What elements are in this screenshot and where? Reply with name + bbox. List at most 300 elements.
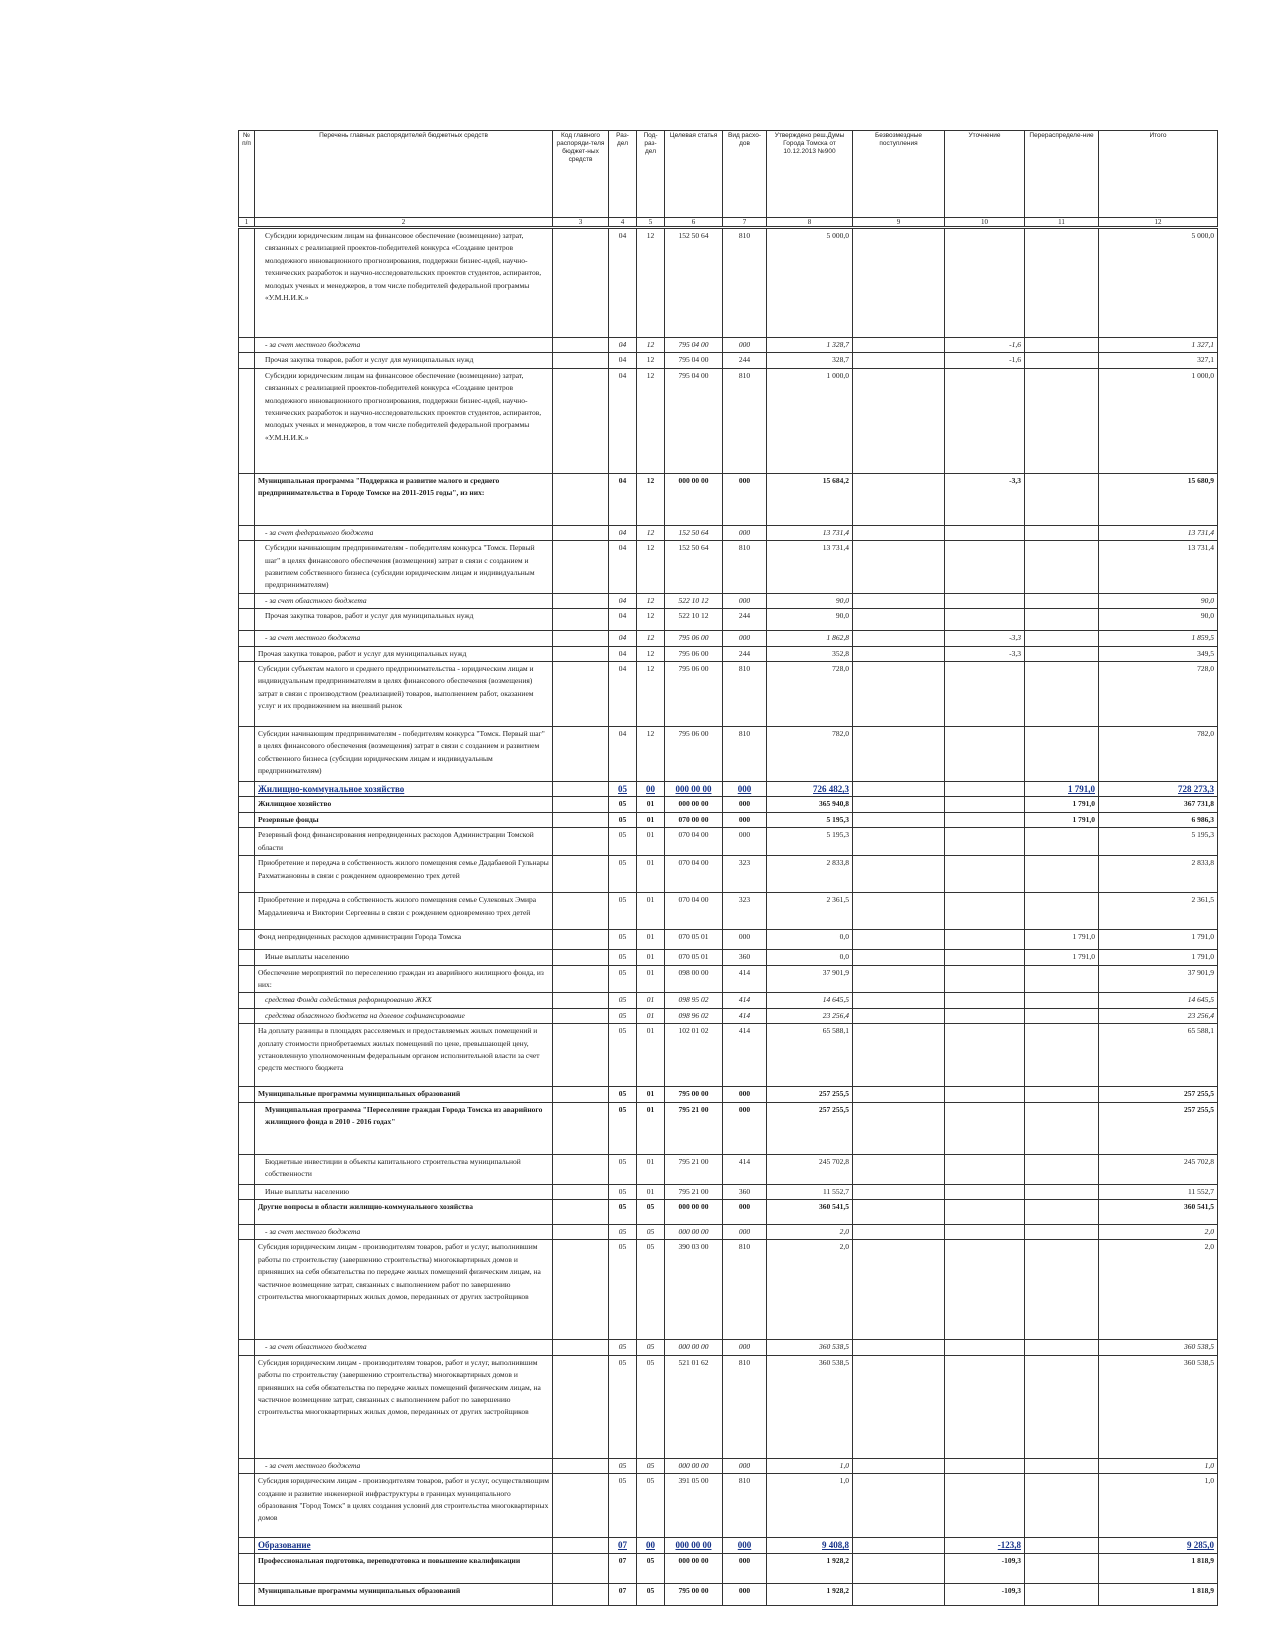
cell-clarification	[945, 1224, 1025, 1239]
cell-num	[239, 1008, 255, 1023]
cell-redistribution	[1025, 993, 1099, 1008]
header-num: № п/п	[239, 131, 255, 218]
cell-podrazdel: 12	[637, 353, 665, 368]
cell-total: 90,0	[1099, 609, 1218, 631]
cell-target: 795 06 00	[665, 727, 723, 782]
cell-expense-type: 000	[723, 930, 767, 950]
cell-name: - за счет местного бюджета	[255, 338, 553, 353]
cell-free-receipts	[853, 893, 945, 930]
cell-razdel: 05	[609, 782, 637, 797]
cell-clarification	[945, 1240, 1025, 1340]
cell-num	[239, 1184, 255, 1199]
cell-name: - за счет местного бюджета	[255, 631, 553, 646]
cell-podrazdel: 00	[637, 1538, 665, 1553]
cell-code	[553, 662, 609, 727]
cell-approved: 15 684,2	[767, 473, 853, 525]
table-row	[239, 930, 1218, 950]
cell-name: средства областного бюджета на долевое софинансирование	[255, 1008, 553, 1023]
cell-code	[553, 812, 609, 827]
cell-free-receipts	[853, 338, 945, 353]
cell-num	[239, 1538, 255, 1553]
cell-expense-type: 000	[723, 1583, 767, 1605]
cell-name: Приобретение и передача в собственность жилого помещения семье Дадабаевой Гульнары Рахматжановны в связи с рождением одновременно трех детей	[255, 856, 553, 893]
cell-clarification	[945, 609, 1025, 631]
cell-num	[239, 1340, 255, 1355]
cell-num	[239, 353, 255, 368]
cell-name: Жилищно-коммунальное хозяйство	[255, 782, 553, 797]
cell-approved: 360 541,5	[767, 1199, 853, 1224]
cell-approved: 728,0	[767, 662, 853, 727]
cell-clarification	[945, 1458, 1025, 1473]
cell-name: Муниципальная программа "Поддержка и развитие малого и среднего предпринимательства в Городе Томске на 2011-2015 годы", из них:	[255, 473, 553, 525]
cell-code	[553, 368, 609, 473]
table-row	[239, 1340, 1218, 1355]
cell-redistribution	[1025, 593, 1099, 608]
table-row	[239, 828, 1218, 856]
column-number: 5	[637, 218, 665, 228]
cell-podrazdel: 12	[637, 727, 665, 782]
cell-target: 152 50 64	[665, 525, 723, 540]
cell-redistribution: 1 791,0	[1025, 782, 1099, 797]
cell-expense-type: 360	[723, 1184, 767, 1199]
cell-clarification: -3,3	[945, 646, 1025, 661]
header-approved: Утверждено реш.Думы Города Томска от 10.12.2013 №900	[767, 131, 853, 218]
cell-redistribution	[1025, 1087, 1099, 1102]
cell-redistribution	[1025, 828, 1099, 856]
cell-total: 14 645,5	[1099, 993, 1218, 1008]
cell-code	[553, 1474, 609, 1538]
column-numbers-row	[239, 218, 1218, 228]
table-row	[239, 1024, 1218, 1087]
table-row	[239, 993, 1218, 1008]
cell-clarification	[945, 797, 1025, 812]
cell-code	[553, 965, 609, 993]
cell-total: 1 327,1	[1099, 338, 1218, 353]
cell-podrazdel: 12	[637, 368, 665, 473]
cell-free-receipts	[853, 1474, 945, 1538]
cell-clarification	[945, 782, 1025, 797]
cell-podrazdel: 01	[637, 797, 665, 812]
cell-razdel: 04	[609, 541, 637, 594]
cell-razdel: 04	[609, 662, 637, 727]
cell-podrazdel: 01	[637, 965, 665, 993]
cell-free-receipts	[853, 828, 945, 856]
cell-expense-type: 000	[723, 338, 767, 353]
cell-clarification	[945, 1474, 1025, 1538]
cell-approved: 5 195,3	[767, 828, 853, 856]
cell-razdel: 05	[609, 1102, 637, 1154]
cell-name: Другие вопросы в области жилищно-коммунального хозяйства	[255, 1199, 553, 1224]
cell-razdel: 04	[609, 353, 637, 368]
cell-clarification: -1,6	[945, 353, 1025, 368]
cell-num	[239, 930, 255, 950]
cell-approved: 14 645,5	[767, 993, 853, 1008]
cell-total: 13 731,4	[1099, 525, 1218, 540]
cell-target: 102 01 02	[665, 1024, 723, 1087]
cell-free-receipts	[853, 1355, 945, 1458]
cell-total: 15 680,9	[1099, 473, 1218, 525]
cell-redistribution	[1025, 1154, 1099, 1184]
cell-razdel: 05	[609, 1474, 637, 1538]
cell-target: 070 05 01	[665, 950, 723, 965]
table-row	[239, 727, 1218, 782]
cell-podrazdel: 12	[637, 609, 665, 631]
cell-clarification	[945, 525, 1025, 540]
table-row	[239, 1538, 1218, 1553]
cell-name: Фонд непредвиденных расходов администрации Города Томска	[255, 930, 553, 950]
cell-num	[239, 1553, 255, 1583]
cell-free-receipts	[853, 1240, 945, 1340]
cell-clarification	[945, 856, 1025, 893]
cell-redistribution	[1025, 1474, 1099, 1538]
cell-free-receipts	[853, 727, 945, 782]
header-target: Целевая статья	[665, 131, 723, 218]
cell-total: 327,1	[1099, 353, 1218, 368]
cell-redistribution	[1025, 338, 1099, 353]
cell-podrazdel: 01	[637, 856, 665, 893]
cell-podrazdel: 01	[637, 950, 665, 965]
cell-clarification: -123,8	[945, 1538, 1025, 1553]
cell-podrazdel: 12	[637, 338, 665, 353]
cell-target: 521 01 62	[665, 1355, 723, 1458]
cell-total: 13 731,4	[1099, 541, 1218, 594]
cell-total: 782,0	[1099, 727, 1218, 782]
cell-redistribution	[1025, 1008, 1099, 1023]
cell-expense-type: 414	[723, 1024, 767, 1087]
cell-clarification	[945, 1008, 1025, 1023]
column-number: 6	[665, 218, 723, 228]
cell-free-receipts	[853, 473, 945, 525]
cell-podrazdel: 12	[637, 646, 665, 661]
cell-razdel: 05	[609, 797, 637, 812]
table-row	[239, 797, 1218, 812]
cell-total: 1,0	[1099, 1474, 1218, 1538]
cell-approved: 1 328,7	[767, 338, 853, 353]
cell-free-receipts	[853, 950, 945, 965]
cell-redistribution	[1025, 473, 1099, 525]
cell-razdel: 05	[609, 1154, 637, 1184]
cell-razdel: 05	[609, 993, 637, 1008]
cell-free-receipts	[853, 993, 945, 1008]
cell-podrazdel: 01	[637, 993, 665, 1008]
cell-podrazdel: 12	[637, 631, 665, 646]
cell-podrazdel: 01	[637, 1087, 665, 1102]
cell-redistribution	[1025, 856, 1099, 893]
cell-podrazdel: 00	[637, 782, 665, 797]
cell-expense-type: 000	[723, 1087, 767, 1102]
cell-expense-type: 360	[723, 950, 767, 965]
cell-code	[553, 856, 609, 893]
cell-num	[239, 727, 255, 782]
header-total: Итого	[1099, 131, 1218, 218]
cell-podrazdel: 01	[637, 812, 665, 827]
cell-target: 070 04 00	[665, 856, 723, 893]
cell-num	[239, 525, 255, 540]
cell-free-receipts	[853, 1154, 945, 1184]
cell-redistribution	[1025, 1224, 1099, 1239]
cell-podrazdel: 05	[637, 1355, 665, 1458]
cell-razdel: 04	[609, 473, 637, 525]
cell-approved: 245 702,8	[767, 1154, 853, 1184]
cell-razdel: 05	[609, 965, 637, 993]
cell-num	[239, 782, 255, 797]
cell-code	[553, 1199, 609, 1224]
header-razdel: Раз-дел	[609, 131, 637, 218]
table-row	[239, 353, 1218, 368]
cell-total: 360 541,5	[1099, 1199, 1218, 1224]
cell-num	[239, 1240, 255, 1340]
cell-approved: 2 833,8	[767, 856, 853, 893]
cell-target: 795 06 00	[665, 646, 723, 661]
cell-podrazdel: 12	[637, 525, 665, 540]
cell-free-receipts	[853, 812, 945, 827]
cell-total: 728,0	[1099, 662, 1218, 727]
cell-code	[553, 1458, 609, 1473]
column-number: 3	[553, 218, 609, 228]
cell-num	[239, 797, 255, 812]
cell-code	[553, 338, 609, 353]
cell-code	[553, 727, 609, 782]
header-clarification: Уточнение	[945, 131, 1025, 218]
cell-code	[553, 930, 609, 950]
cell-razdel: 05	[609, 1240, 637, 1340]
table-row	[239, 609, 1218, 631]
cell-expense-type: 000	[723, 797, 767, 812]
cell-target: 795 21 00	[665, 1102, 723, 1154]
cell-total: 2,0	[1099, 1224, 1218, 1239]
cell-target: 070 05 01	[665, 930, 723, 950]
table-row	[239, 1199, 1218, 1224]
cell-clarification: -1,6	[945, 338, 1025, 353]
cell-expense-type: 414	[723, 965, 767, 993]
table-row	[239, 856, 1218, 893]
cell-approved: 65 588,1	[767, 1024, 853, 1087]
cell-total: 257 255,5	[1099, 1087, 1218, 1102]
cell-total: 1 791,0	[1099, 950, 1218, 965]
table-row	[239, 1087, 1218, 1102]
cell-podrazdel: 12	[637, 473, 665, 525]
cell-approved: 365 940,8	[767, 797, 853, 812]
cell-clarification	[945, 950, 1025, 965]
cell-code	[553, 353, 609, 368]
cell-target: 795 00 00	[665, 1583, 723, 1605]
cell-target: 000 00 00	[665, 1340, 723, 1355]
cell-redistribution	[1025, 965, 1099, 993]
cell-code	[553, 1583, 609, 1605]
table-row	[239, 1458, 1218, 1473]
cell-podrazdel: 01	[637, 930, 665, 950]
cell-num	[239, 812, 255, 827]
cell-target: 098 96 02	[665, 1008, 723, 1023]
cell-redistribution	[1025, 1538, 1099, 1553]
cell-total: 1 859,5	[1099, 631, 1218, 646]
column-number: 2	[255, 218, 553, 228]
cell-free-receipts	[853, 930, 945, 950]
cell-razdel: 07	[609, 1583, 637, 1605]
cell-target: 000 00 00	[665, 473, 723, 525]
cell-code	[553, 1102, 609, 1154]
cell-razdel: 05	[609, 1199, 637, 1224]
cell-expense-type: 323	[723, 893, 767, 930]
cell-redistribution	[1025, 1583, 1099, 1605]
cell-redistribution	[1025, 541, 1099, 594]
cell-name: Прочая закупка товаров, работ и услуг для муниципальных нужд	[255, 646, 553, 661]
cell-podrazdel: 12	[637, 541, 665, 594]
table-row	[239, 782, 1218, 797]
cell-free-receipts	[853, 1008, 945, 1023]
table-row	[239, 368, 1218, 473]
cell-podrazdel: 01	[637, 1102, 665, 1154]
cell-razdel: 05	[609, 1024, 637, 1087]
column-number: 1	[239, 218, 255, 228]
cell-podrazdel: 12	[637, 228, 665, 338]
cell-free-receipts	[853, 1184, 945, 1199]
table-header	[239, 131, 1218, 228]
cell-num	[239, 828, 255, 856]
cell-razdel: 04	[609, 727, 637, 782]
cell-expense-type: 810	[723, 1240, 767, 1340]
table-row	[239, 473, 1218, 525]
cell-razdel: 05	[609, 812, 637, 827]
cell-target: 000 00 00	[665, 1199, 723, 1224]
table-row	[239, 1474, 1218, 1538]
cell-free-receipts	[853, 1199, 945, 1224]
cell-free-receipts	[853, 593, 945, 608]
cell-name: - за счет областного бюджета	[255, 1340, 553, 1355]
cell-target: 070 04 00	[665, 828, 723, 856]
cell-total: 37 901,9	[1099, 965, 1218, 993]
cell-code	[553, 473, 609, 525]
cell-expense-type: 810	[723, 1355, 767, 1458]
cell-redistribution	[1025, 662, 1099, 727]
cell-code	[553, 1024, 609, 1087]
table-row	[239, 950, 1218, 965]
cell-total: 9 285,0	[1099, 1538, 1218, 1553]
cell-approved: 13 731,4	[767, 525, 853, 540]
cell-clarification	[945, 965, 1025, 993]
cell-name: - за счет областного бюджета	[255, 593, 553, 608]
cell-target: 070 00 00	[665, 812, 723, 827]
cell-razdel: 07	[609, 1538, 637, 1553]
cell-name: Субсидии юридическим лицам на финансовое обеспечение (возмещение) затрат, связанных с реализацией проектов-победителей конкурса «Создание центров молодежного инновационного прогнозирования, поддержки бизнес-идей, научно-технических разработок и научно-исследовательских проектов студентов, аспирантов, молодых ученых и менеджеров, в том числе победителей федеральной программы «У.М.Н.И.К.»	[255, 368, 553, 473]
cell-razdel: 04	[609, 609, 637, 631]
cell-code	[553, 1340, 609, 1355]
cell-approved: 2,0	[767, 1240, 853, 1340]
cell-expense-type: 414	[723, 993, 767, 1008]
cell-expense-type: 000	[723, 782, 767, 797]
cell-razdel: 04	[609, 593, 637, 608]
cell-name: Муниципальная программа "Переселение граждан Города Томска из аварийного жилищного фонда в 2010 - 2016 годах"	[255, 1102, 553, 1154]
cell-free-receipts	[853, 368, 945, 473]
cell-target: 070 04 00	[665, 893, 723, 930]
cell-free-receipts	[853, 609, 945, 631]
cell-podrazdel: 05	[637, 1583, 665, 1605]
cell-name: Образование	[255, 1538, 553, 1553]
cell-total: 6 986,3	[1099, 812, 1218, 827]
cell-code	[553, 950, 609, 965]
cell-approved: 360 538,5	[767, 1340, 853, 1355]
cell-redistribution	[1025, 1355, 1099, 1458]
cell-name: Прочая закупка товаров, работ и услуг для муниципальных нужд	[255, 353, 553, 368]
cell-num	[239, 593, 255, 608]
cell-expense-type: 244	[723, 646, 767, 661]
cell-code	[553, 1087, 609, 1102]
cell-razdel: 05	[609, 856, 637, 893]
table-row	[239, 1102, 1218, 1154]
cell-total: 65 588,1	[1099, 1024, 1218, 1087]
cell-name: На доплату разницы в площадях расселяемых и предоставляемых жилых помещений и доплату стоимости приобретаемых жилых помещений по цене, превышающей цену, установленную уполномоченным федеральным органом исполнительной власти за счет средств местного бюджета	[255, 1024, 553, 1087]
cell-expense-type: 810	[723, 1474, 767, 1538]
cell-target: 391 05 00	[665, 1474, 723, 1538]
cell-name: Субсидии начинающим предпринимателям - победителям конкурса "Томск. Первый шаг" в целях финансового обеспечения (возмещения) затрат в связи с созданием и развитием собственного бизнеса (субсидии юридическим лицам и индивидуальным предпринимателям)	[255, 727, 553, 782]
cell-approved: 90,0	[767, 609, 853, 631]
column-number: 8	[767, 218, 853, 228]
cell-podrazdel: 05	[637, 1474, 665, 1538]
cell-free-receipts	[853, 646, 945, 661]
cell-code	[553, 828, 609, 856]
cell-num	[239, 1458, 255, 1473]
cell-free-receipts	[853, 1224, 945, 1239]
cell-total: 2,0	[1099, 1240, 1218, 1340]
cell-total: 23 256,4	[1099, 1008, 1218, 1023]
cell-name: Приобретение и передача в собственность жилого помещения семье Сулековых Эмира Мардалиевича и Виктории Сергеевны в связи с рождением одновременно трех детей	[255, 893, 553, 930]
cell-num	[239, 1224, 255, 1239]
cell-approved: 1 928,2	[767, 1553, 853, 1583]
cell-free-receipts	[853, 1340, 945, 1355]
cell-expense-type: 000	[723, 1538, 767, 1553]
cell-num	[239, 609, 255, 631]
cell-total: 1 000,0	[1099, 368, 1218, 473]
cell-expense-type: 810	[723, 368, 767, 473]
cell-approved: 1,0	[767, 1474, 853, 1538]
cell-free-receipts	[853, 1024, 945, 1087]
cell-total: 11 552,7	[1099, 1184, 1218, 1199]
cell-num	[239, 856, 255, 893]
cell-razdel: 04	[609, 646, 637, 661]
cell-code	[553, 541, 609, 594]
cell-total: 245 702,8	[1099, 1154, 1218, 1184]
cell-num	[239, 993, 255, 1008]
cell-total: 1 818,9	[1099, 1553, 1218, 1583]
cell-free-receipts	[853, 1458, 945, 1473]
column-number: 10	[945, 218, 1025, 228]
cell-name: Обеспечение мероприятий по переселению граждан из аварийного жилищного фонда, из них:	[255, 965, 553, 993]
cell-approved: 1 862,8	[767, 631, 853, 646]
cell-num	[239, 473, 255, 525]
cell-num	[239, 965, 255, 993]
cell-total: 1,0	[1099, 1458, 1218, 1473]
cell-num	[239, 1087, 255, 1102]
table-row	[239, 1184, 1218, 1199]
column-number: 4	[609, 218, 637, 228]
cell-approved: 257 255,5	[767, 1102, 853, 1154]
cell-target: 795 06 00	[665, 662, 723, 727]
cell-target: 098 00 00	[665, 965, 723, 993]
cell-code	[553, 1184, 609, 1199]
cell-clarification	[945, 1102, 1025, 1154]
cell-name: Субсидия юридическим лицам - производителям товаров, работ и услуг, выполнившим работы по строительству (завершению строительства) многоквартирных домов и принявших на себя обязательства по передаче жилых помещений физическим лицам, на частичное возмещение затрат, связанных с выполнением работ по завершению строительства многоквартирных жилых домов, переданных от других застройщиков	[255, 1240, 553, 1340]
budget-table	[238, 130, 1218, 1606]
cell-approved: 9 408,8	[767, 1538, 853, 1553]
header-redistribution: Перераспределе-ние	[1025, 131, 1099, 218]
cell-target: 000 00 00	[665, 797, 723, 812]
cell-razdel: 07	[609, 1553, 637, 1583]
cell-num	[239, 646, 255, 661]
cell-podrazdel: 01	[637, 1184, 665, 1199]
cell-total: 2 361,5	[1099, 893, 1218, 930]
cell-num	[239, 1474, 255, 1538]
cell-code	[553, 1355, 609, 1458]
